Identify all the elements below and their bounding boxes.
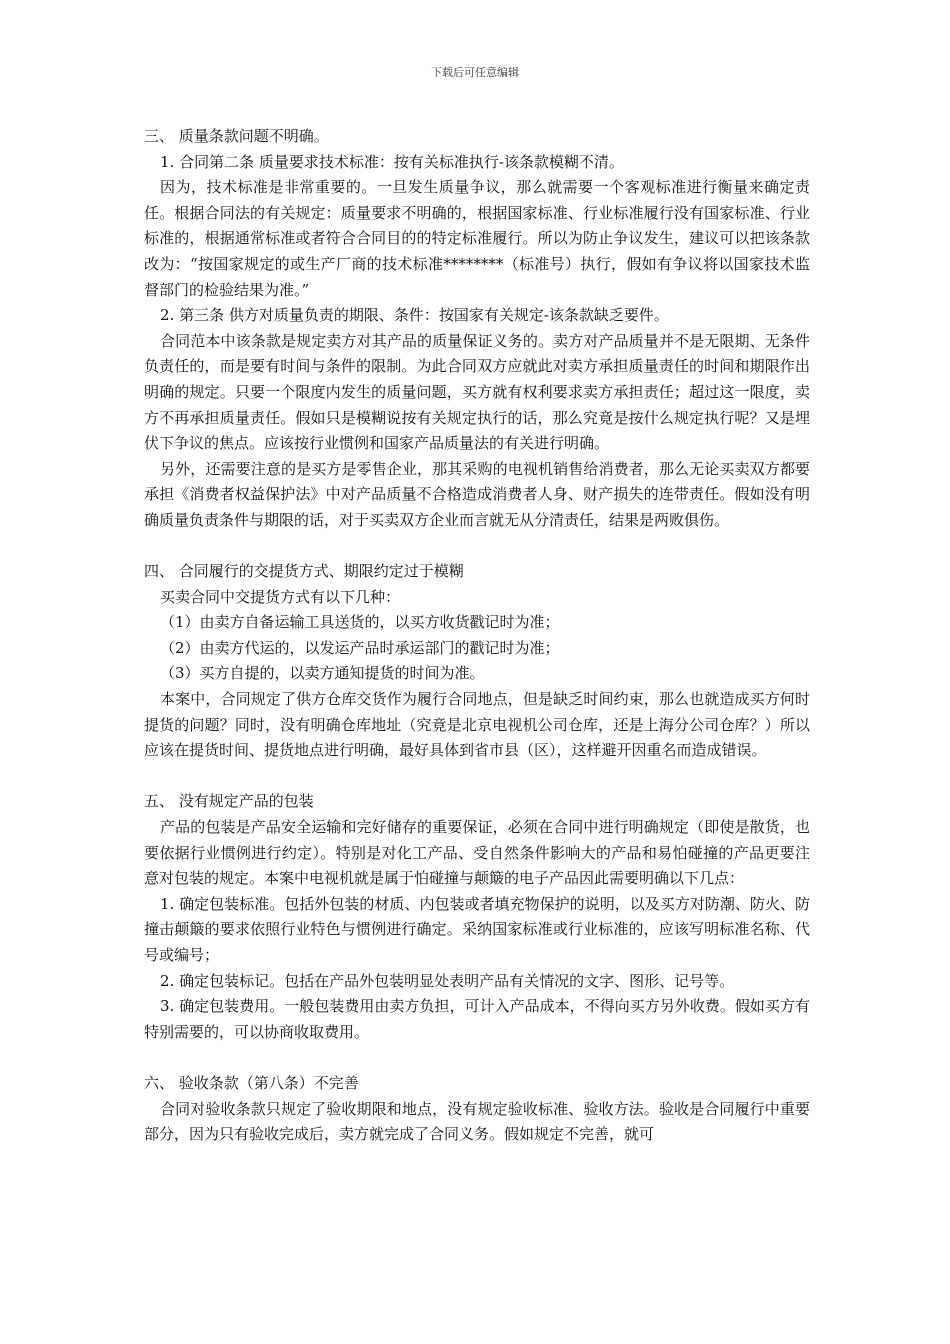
section-spacer bbox=[144, 534, 810, 560]
paragraph: 1. 合同第二条 质量要求技术标准：按有关标准执行-该条款模糊不清。 bbox=[160, 152, 624, 171]
paragraph: 合同范本中该条款是规定卖方对其产品的质量保证义务的。卖方对产品质量并不是无限期、无条件负责任的，而是要有时间与条件的限制。为此合同双方应就此对卖方承担质量责任的时间和期限作出明确的规定。只要一个限度内发生的质量问题，买方就有权利要求卖方承担责任；超过这一限度，卖方不再承担质量责任。假如只是模糊说按有关规定执行的话，那么究竟是按什么规定执行呢？又是埋伏下争议的焦点。应该按行业惯例和国家产品质量法的有关进行明确。 bbox=[144, 331, 810, 453]
list-item: （1）由卖方自备运输工具送货的，以买方收货戳记时为准； bbox=[160, 613, 560, 632]
paragraph: 买卖合同中交提货方式有以下几种： bbox=[160, 587, 401, 606]
section-heading: 五、 没有规定产品的包装 bbox=[144, 792, 314, 811]
section-spacer bbox=[144, 1045, 810, 1071]
paragraph: 2. 第三条 供方对质量负责的期限、条件：按国家有关规定-该条款缺乏要件。 bbox=[160, 306, 669, 325]
paragraph: 因为，技术标准是非常重要的。一旦发生质量争议，那么就需要一个客观标准进行衡量来确定责任。根据合同法的有关规定：质量要求不明确的，根据国家标准、行业标准履行没有国家标准、行业标准的，根据通常标准或者符合合同目的的特定标准履行。所以为防止争议发生，建议可以把该条款改为：“按国家规定的或生产厂商的技术标准********（标准号）执行，假如有争议将以国家技术监督部门的检验结果为准。” bbox=[144, 178, 810, 299]
paragraph: 产品的包装是产品安全运输和完好储存的重要保证，必须在合同中进行明确规定（即使是散货，也要依据行业惯例进行约定）。特别是对化工产品、受自然条件影响大的产品和易怕碰撞的产品更要注意对包装的规定。本案中电视机就是属于怕碰撞与颠簸的电子产品因此需要明确以下几点： bbox=[144, 818, 810, 888]
list-item: （2）由卖方代运的，以发运产品时承运部门的戳记时为准； bbox=[160, 638, 560, 657]
section-spacer bbox=[144, 764, 810, 790]
page-header: 下载后可任意编辑 bbox=[431, 66, 519, 79]
list-item: （3）买方自提的，以卖方通知提货的时间为准。 bbox=[160, 664, 485, 683]
list-item: 1. 确定包装标准。包括外包装的材质、内包装或者填充物保护的说明，以及买方对防潮、防火、防撞击颠簸的要求依照行业特色与惯例进行确定。采纳国家标准或行业标准的，应该写明标准名称、代号或编号； bbox=[144, 894, 810, 964]
list-item: 3. 确定包装费用。一般包装费用由卖方负担，可计入产品成本，不得向买方另外收费。假如买方有特别需要的，可以协商收取费用。 bbox=[144, 997, 810, 1041]
document-body bbox=[144, 124, 810, 1148]
section-heading: 四、 合同履行的交提货方式、期限约定过于模糊 bbox=[144, 562, 464, 581]
paragraph: 另外，还需要注意的是买方是零售企业，那其采购的电视机销售给消费者，那么无论买卖双方都要承担《消费者权益保护法》中对产品质量不合格造成消费者人身、财产损失的连带责任。假如没有明确质量负责条件与期限的话，对于买卖双方企业而言就无从分清责任，结果是两败俱伤。 bbox=[144, 459, 810, 529]
paragraph: 本案中，合同规定了供方仓库交货作为履行合同地点，但是缺乏时间约束，那么也就造成买方何时提货的问题？同时，没有明确仓库地址（究竟是北京电视机公司仓库，还是上海分公司仓库？）所以应该在提货时间、提货地点进行明确，最好具体到省市县（区），这样避开因重名而造成错误。 bbox=[144, 690, 810, 760]
paragraph: 合同对验收条款只规定了验收期限和地点，没有规定验收标准、验收方法。验收是合同履行中重要部分，因为只有验收完成后，卖方就完成了合同义务。假如规定不完善，就可 bbox=[144, 1099, 810, 1144]
section-heading: 三、 质量条款问题不明确。 bbox=[144, 127, 329, 145]
list-item: 2. 确定包装标记。包括在产品外包装明显处表明产品有关情况的文字、图形、记号等。 bbox=[160, 971, 735, 990]
section-heading: 六、 验收条款（第八条）不完善 bbox=[144, 1073, 359, 1092]
